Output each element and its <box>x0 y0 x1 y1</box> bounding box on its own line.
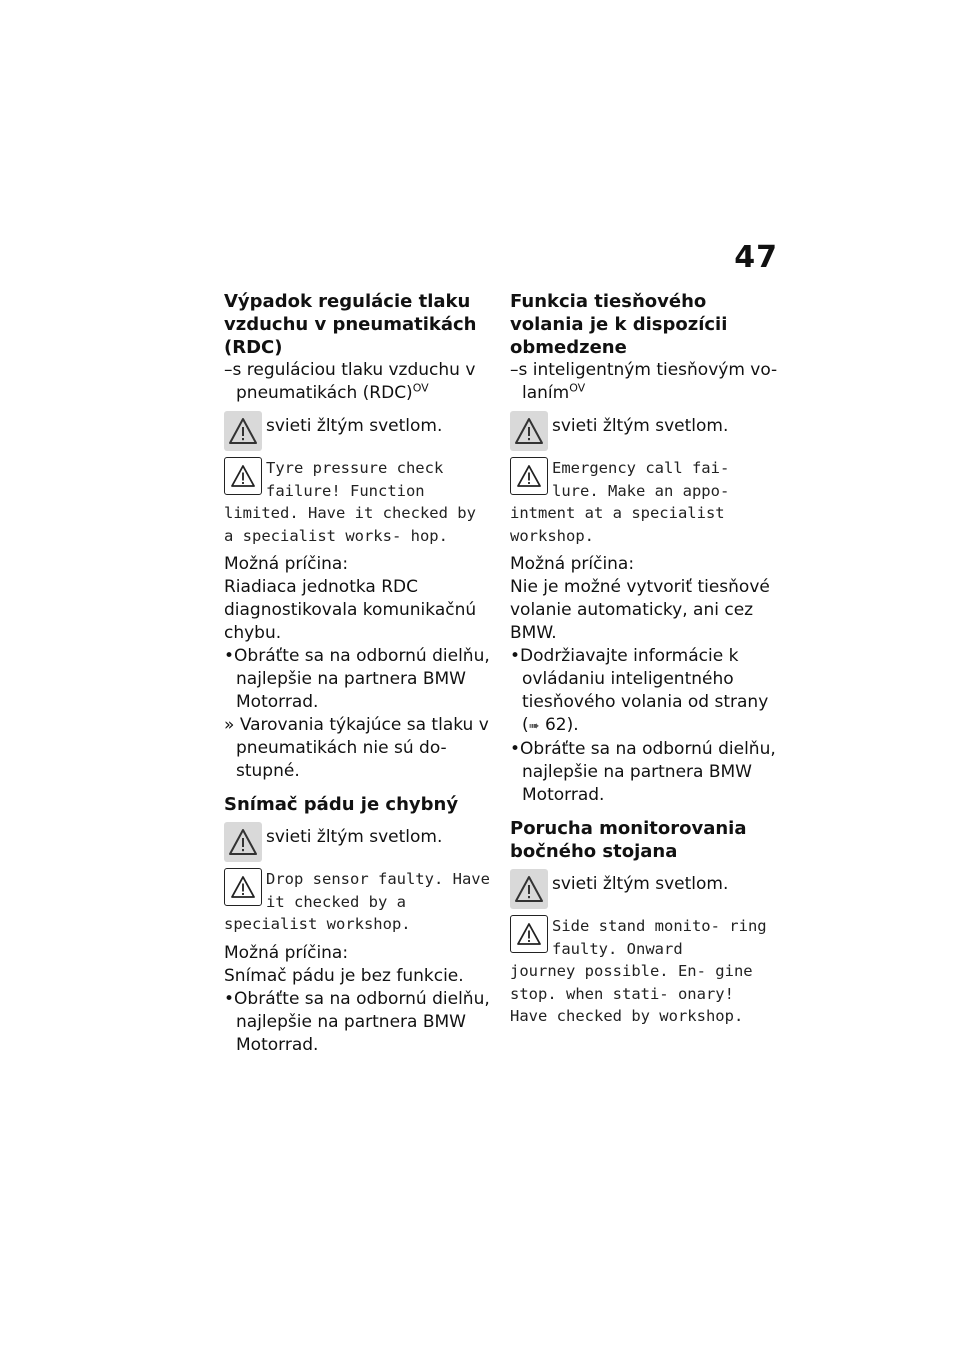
sidestand-section <box>510 817 780 1028</box>
left-column <box>224 290 494 1057</box>
warning-light-icon <box>510 869 548 909</box>
rdc-warning-light <box>224 411 494 451</box>
rdc-light-text: svieti žltým svetlom. <box>266 416 443 436</box>
sidestand-warning-light <box>510 869 780 909</box>
warning-triangle-icon <box>510 915 548 953</box>
page-ref-arrow-icon: ➠ <box>528 719 540 734</box>
drop-cause-label: Možná príčina: <box>224 942 349 963</box>
rdc-action <box>224 645 494 714</box>
rdc-condition-text: s reguláciou tlaku vzduchu v pneumatikách (RDC) <box>232 360 476 403</box>
rdc-cause-text: Riadiaca jednotka RDC diagnostikovala komunikačnú chybu. <box>224 577 477 643</box>
ecall-condition <box>510 359 780 405</box>
warning-light-icon <box>224 822 262 862</box>
rdc-display-warning <box>224 457 494 547</box>
rdc-condition <box>224 359 494 405</box>
warning-triangle-icon <box>224 868 262 906</box>
ecall-condition-sup: OV <box>569 381 586 395</box>
page-number: 47 <box>734 240 778 275</box>
dash-prefix: – <box>510 360 519 380</box>
warning-light-icon <box>510 411 548 451</box>
bullet-mark: • <box>510 739 521 759</box>
sidestand-warning-first: Side stand monito- ring faulty. Onward <box>552 917 767 958</box>
rdc-result <box>224 714 494 783</box>
ecall-warning-rest: intment at a specialist workshop. <box>510 504 725 545</box>
ecall-condition-text: s inteligentným tiesňovým vo- laním <box>518 360 778 403</box>
bullet-mark: • <box>510 646 521 666</box>
result-mark: » <box>224 715 235 735</box>
drop-action <box>224 988 494 1057</box>
ecall-light-text: svieti žltým svetlom. <box>552 416 729 436</box>
drop-action-text: Obráťte sa na odbornú dielňu, najlepšie na partnera BMW Motorrad. <box>234 988 490 1055</box>
warning-light-icon <box>224 411 262 451</box>
ecall-action-1-text: Dodržiavajte informácie k ovládaniu inteligentného tiesňového volania od strany <box>520 646 769 712</box>
rdc-heading: Výpadok regulácie tlaku vzduchu v pneumatikách (RDC) <box>224 291 477 358</box>
right-column <box>510 290 780 1034</box>
ecall-action-2 <box>510 738 780 807</box>
warning-triangle-icon <box>224 457 262 495</box>
page-ref-open: ( <box>522 715 529 735</box>
rdc-condition-sup: OV <box>412 381 429 395</box>
drop-warning-first: Drop sensor faulty. Have it checked by a <box>266 870 490 911</box>
sidestand-warning-rest: journey possible. En- gine stop. when stati- onary! Have checked by workshop. <box>510 962 753 1025</box>
drop-warning-rest: specialist workshop. <box>224 915 411 933</box>
ecall-action-1 <box>510 645 780 738</box>
sidestand-display-warning <box>510 915 780 1028</box>
bullet-mark: • <box>224 646 235 666</box>
rdc-cause-label: Možná príčina: <box>224 554 349 574</box>
sidestand-light-text: svieti žltým svetlom. <box>552 874 729 894</box>
rdc-action-text: Obráťte sa na odbornú dielňu, najlepšie na partnera BMW Motorrad. <box>234 646 490 712</box>
dash-prefix: – <box>224 360 233 380</box>
drop-display-warning <box>224 868 494 936</box>
rdc-warning-rest: limited. Have it checked by a specialist works- hop. <box>224 504 476 545</box>
drop-light-text: svieti žltým svetlom. <box>266 827 443 847</box>
drop-warning-light <box>224 822 494 862</box>
drop-cause-text: Snímač pádu je bez funkcie. <box>224 965 464 986</box>
ecall-action-2-text: Obráťte sa na odbornú dielňu, najlepšie na partnera BMW Motorrad. <box>520 739 776 805</box>
ecall-section <box>510 290 780 807</box>
ecall-display-warning <box>510 457 780 547</box>
ecall-heading: Funkcia tiesňového volania je k dispozícii obmedzene <box>510 291 728 358</box>
bullet-mark: • <box>224 988 235 1009</box>
ecall-warning-first: Emergency call fai- lure. Make an appo- <box>552 459 730 500</box>
drop-section <box>224 793 494 1057</box>
warning-triangle-icon <box>510 457 548 495</box>
ecall-warning-light <box>510 411 780 451</box>
sidestand-heading: Porucha monitorovania bočného stojana <box>510 818 747 862</box>
ecall-cause-text: Nie je možné vytvoriť tiesňové volanie automaticky, ani cez BMW. <box>510 577 770 643</box>
rdc-section <box>224 290 494 783</box>
drop-heading: Snímač pádu je chybný <box>224 794 459 815</box>
page-ref-link[interactable]: 62). <box>544 715 579 735</box>
rdc-result-text: Varovania týkajúce sa tlaku v pneumatikách nie sú do- stupné. <box>236 715 489 781</box>
ecall-cause-label: Možná príčina: <box>510 554 635 574</box>
rdc-warning-first: Tyre pressure check failure! Function <box>266 459 444 500</box>
